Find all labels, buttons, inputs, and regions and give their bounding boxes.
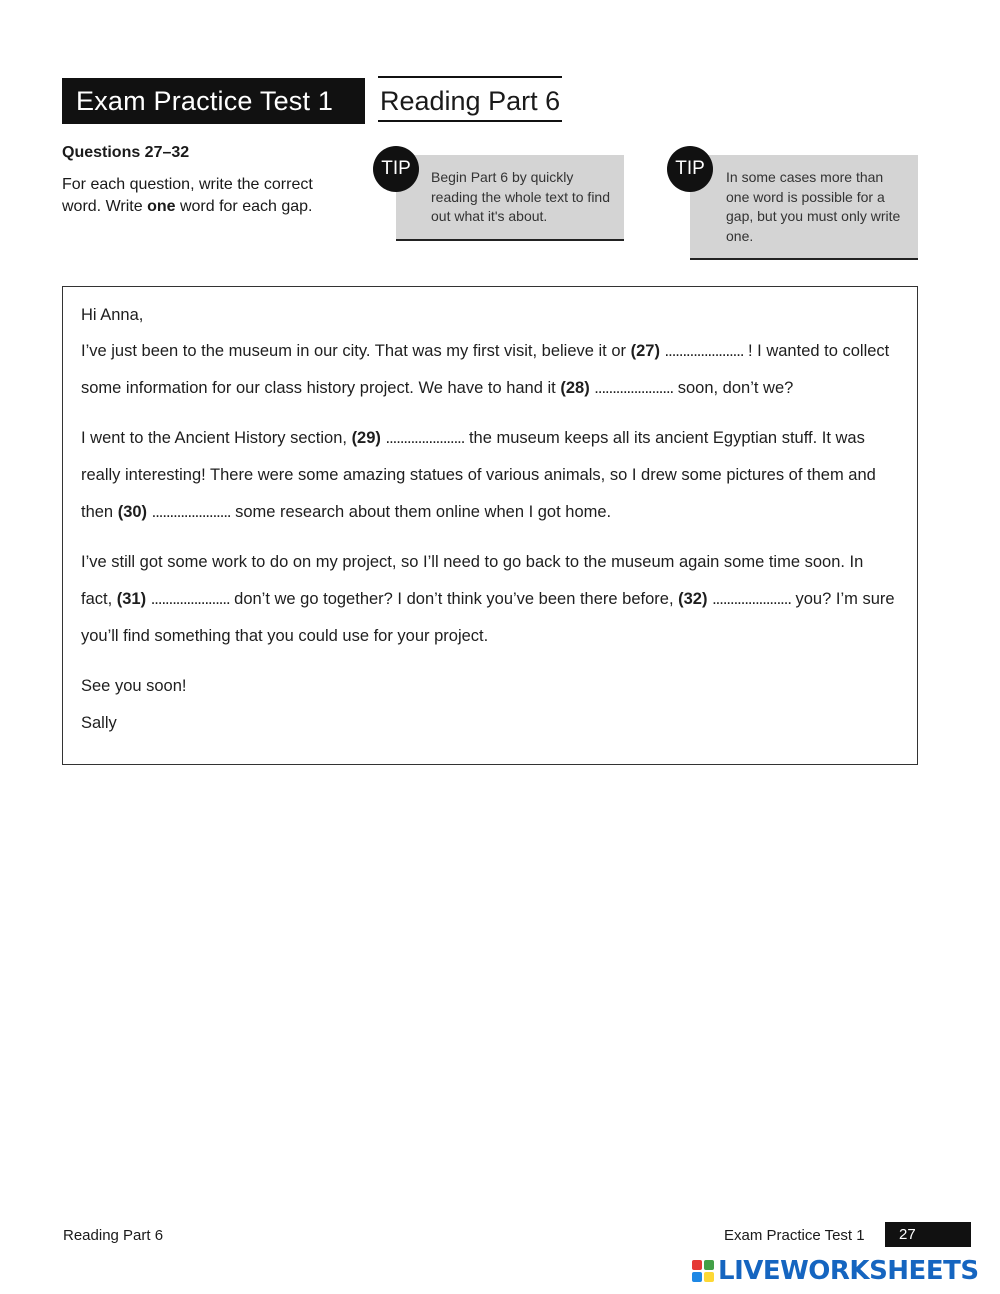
text: I’ve just been to the museum in our city. That was my first visit, believe it or bbox=[81, 342, 631, 360]
tip-box-1: Begin Part 6 by quickly reading the whole text to find out what it's about. bbox=[396, 155, 624, 241]
tip-badge-1: TIP bbox=[373, 146, 419, 192]
letter-box bbox=[62, 286, 918, 765]
questions-heading: Questions 27–32 bbox=[62, 144, 190, 161]
text: you? I’m sure you’ll find something that you could use for your project. bbox=[81, 590, 895, 645]
text: I went to the Ancient History section, bbox=[81, 429, 352, 447]
text: ! I wanted to collect some information for our class history project. We have to hand it bbox=[81, 342, 890, 397]
exam-title: Exam Practice Test 1 bbox=[62, 78, 365, 124]
instruction-text-end: word for each gap. bbox=[175, 198, 313, 215]
question-number-31: (31) bbox=[116, 590, 147, 608]
letter-paragraph-3 bbox=[81, 544, 899, 655]
letter-signature: Sally bbox=[81, 714, 117, 732]
question-number-27: (27) bbox=[630, 342, 660, 360]
page-number: 27 bbox=[885, 1222, 971, 1247]
answer-gap-30[interactable]: ...................... bbox=[151, 503, 231, 521]
text: the museum keeps all its ancient Egyptian stuff. It was really interesting! There were some amazing statues of various animals, so I drew some pictures of them and then bbox=[81, 429, 876, 521]
section-title: Reading Part 6 bbox=[378, 76, 562, 122]
text: I’ve still got some work to do on my project, so I’ll need to go back to the museum again some time soon. In fact, bbox=[81, 553, 864, 608]
answer-gap-29[interactable]: ...................... bbox=[385, 429, 465, 447]
letter-paragraph-1 bbox=[81, 333, 899, 407]
logo-square-blue bbox=[692, 1272, 702, 1282]
logo-square-green bbox=[704, 1260, 714, 1270]
logo-square-red bbox=[692, 1260, 702, 1270]
letter-paragraph-2 bbox=[81, 420, 899, 531]
text: don’t we go together? I don’t think you’ve been there before, bbox=[229, 590, 679, 608]
liveworksheets-icon bbox=[692, 1260, 714, 1282]
question-number-29: (29) bbox=[351, 429, 381, 447]
liveworksheets-logo bbox=[692, 1256, 979, 1286]
instruction-bold: one bbox=[147, 198, 176, 215]
answer-gap-27[interactable]: ...................... bbox=[664, 342, 744, 360]
answer-gap-32[interactable]: ...................... bbox=[712, 590, 791, 608]
logo-square-yellow bbox=[704, 1272, 714, 1282]
question-number-28: (28) bbox=[560, 379, 590, 397]
question-number-32: (32) bbox=[678, 590, 708, 608]
letter-closing: See you soon! bbox=[81, 677, 187, 695]
question-number-30: (30) bbox=[117, 503, 148, 521]
tip-badge-2: TIP bbox=[667, 146, 713, 192]
instruction-text: For each question, write the correct word. Write bbox=[62, 176, 313, 215]
answer-gap-28[interactable]: ...................... bbox=[594, 379, 674, 397]
text: soon, don’t we? bbox=[673, 379, 794, 397]
liveworksheets-wordmark: LIVEWORKSHEETS bbox=[718, 1256, 979, 1286]
answer-gap-31[interactable]: ...................... bbox=[150, 590, 230, 608]
tip-box-2: In some cases more than one word is possible for a gap, but you must only write one. bbox=[690, 155, 918, 260]
text: some research about them online when I got home. bbox=[230, 503, 612, 521]
footer-section-label: Reading Part 6 bbox=[63, 1227, 164, 1244]
questions-instruction bbox=[62, 174, 352, 218]
letter-greeting: Hi Anna, bbox=[81, 306, 144, 324]
footer-test-label: Exam Practice Test 1 bbox=[724, 1227, 865, 1244]
